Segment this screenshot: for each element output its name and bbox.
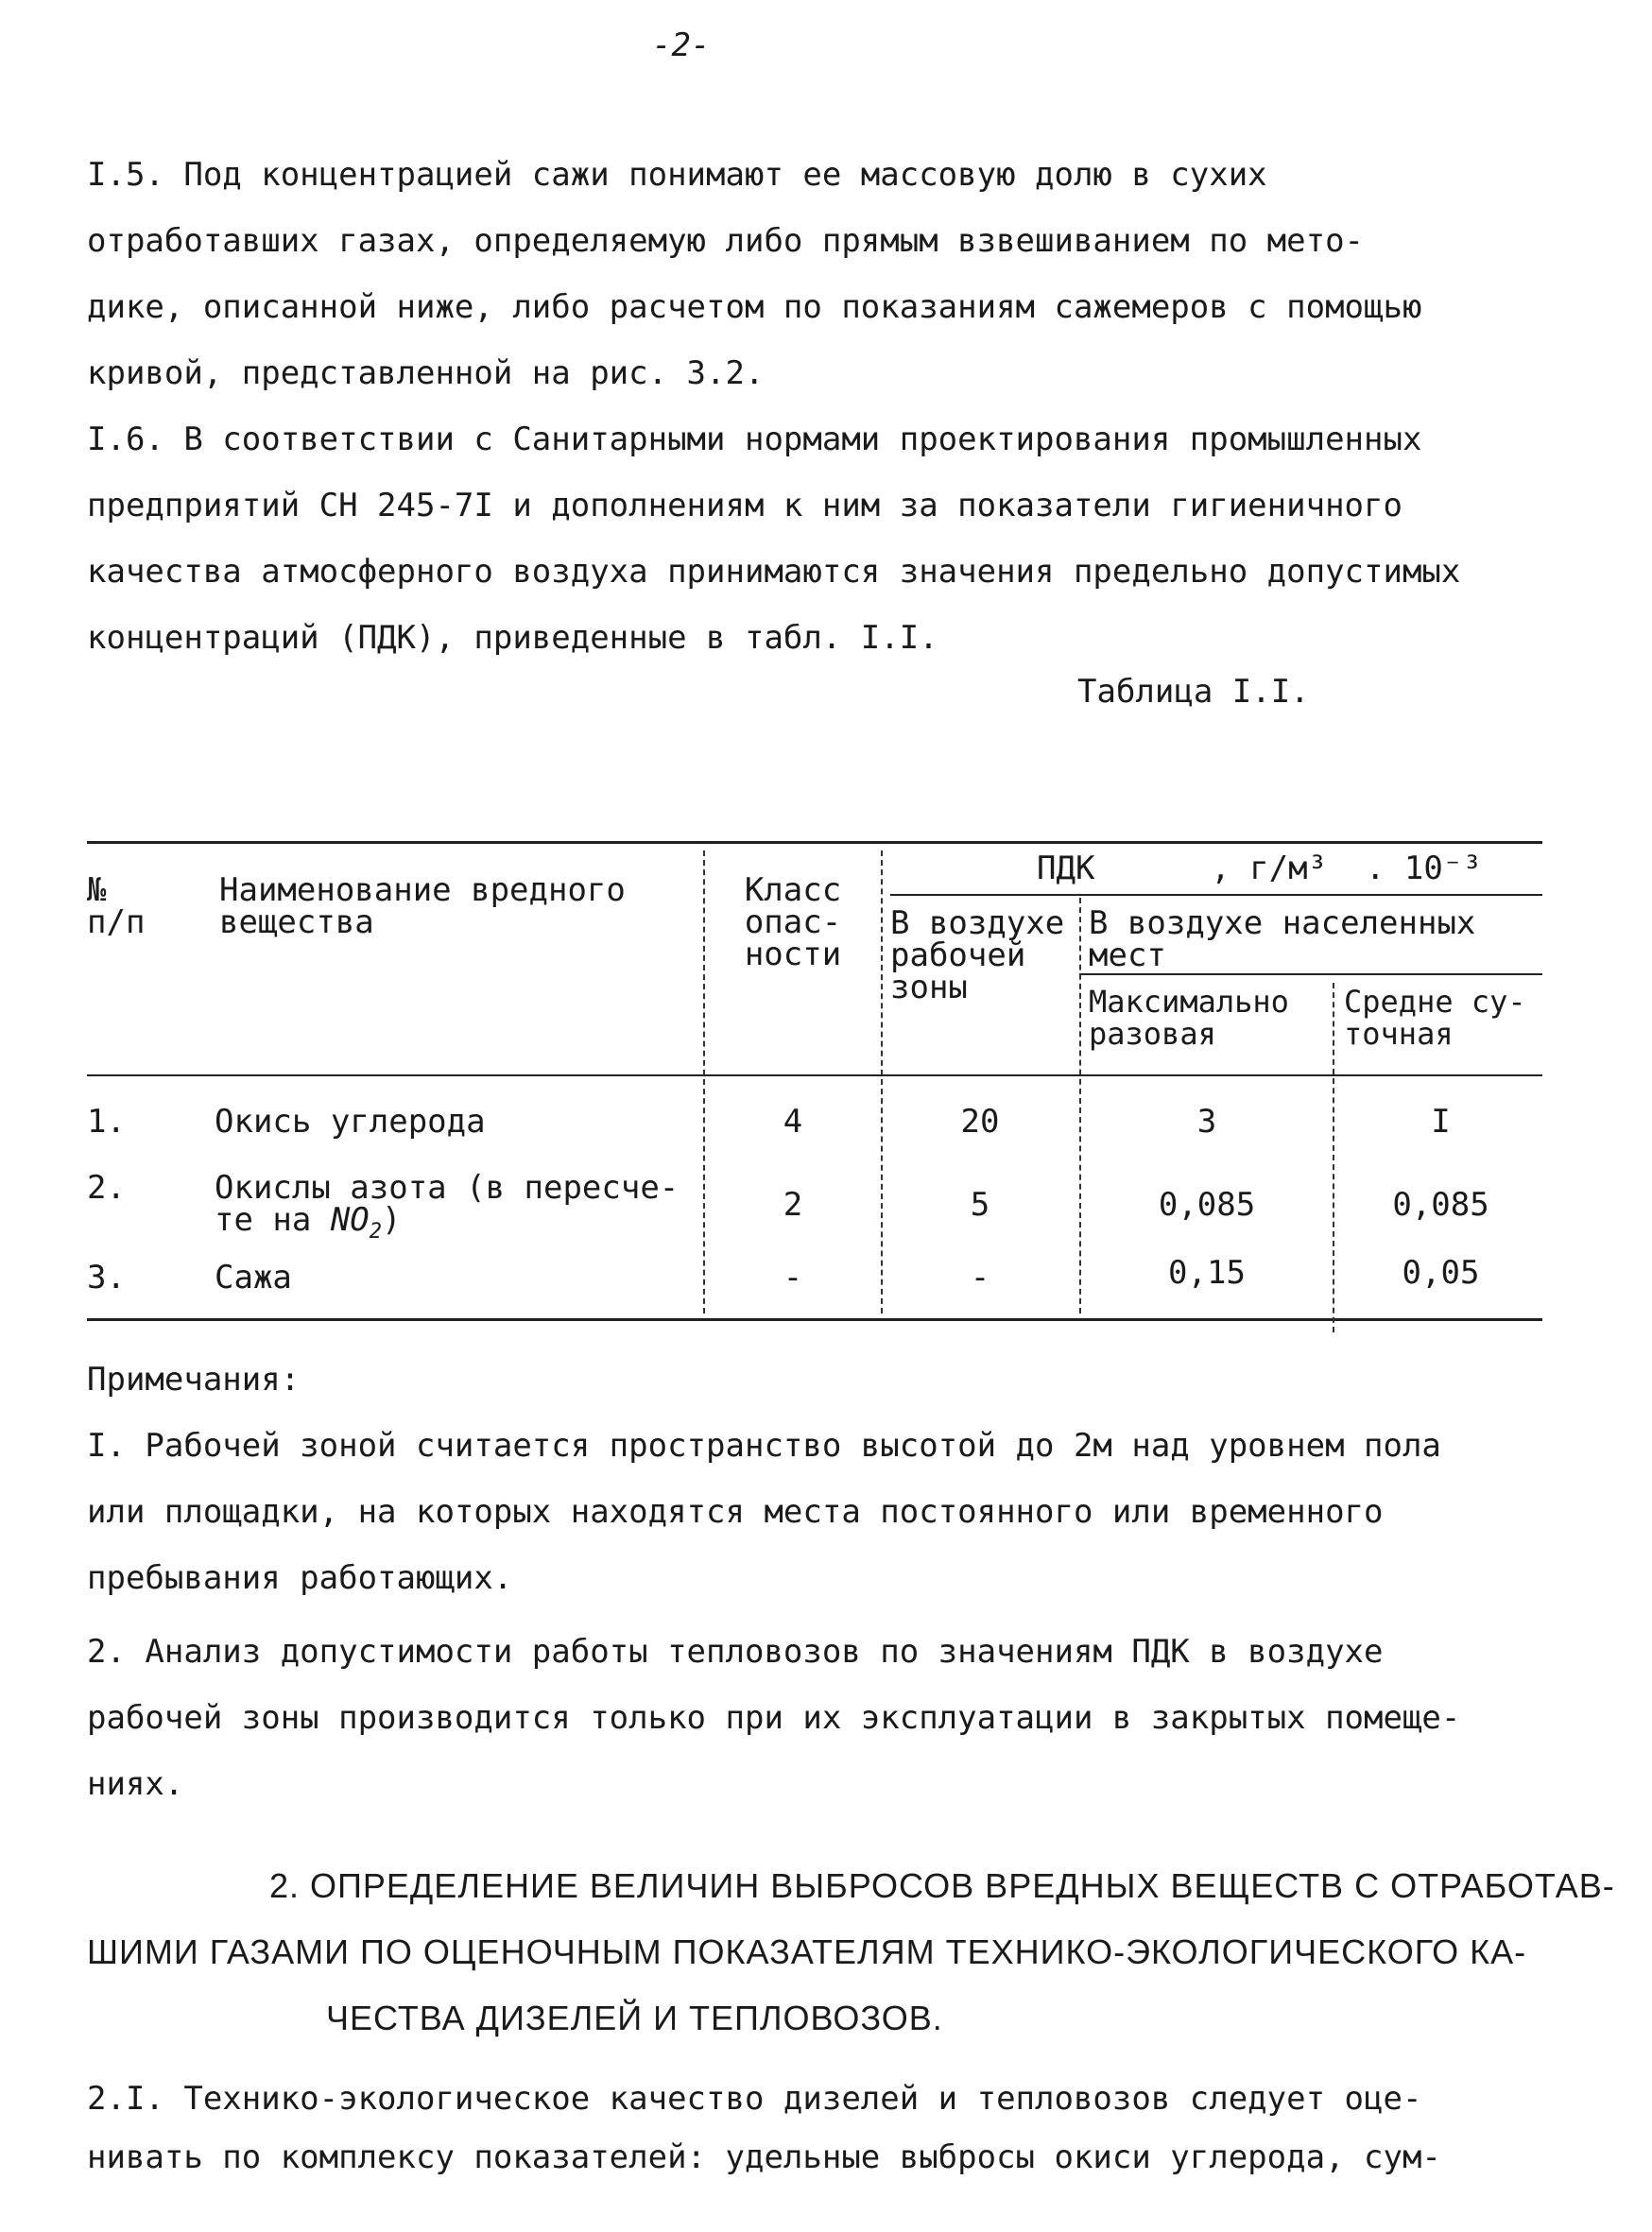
text-line: I.6. В соответствии с Санитарными нормами проектирования промышленных [87,421,1422,458]
formula-subscript: 2 [369,1219,383,1244]
col-separator [703,850,705,1313]
row-3-num: 3. [87,1259,126,1296]
row-2-num: 2. [87,1169,126,1207]
text-line: 2.I. Технико-экологическое качество дизелей и тепловозов следует оце- [87,2080,1422,2118]
text-line: пребывания работающих. [87,1559,513,1597]
row-2-class: 2 [783,1186,803,1224]
row-3-work-zone: - [970,1259,990,1296]
notes-title: Примечания: [87,1361,301,1399]
page-number: -2- [652,26,711,64]
row-3-max-single: 0,15 [1168,1254,1246,1292]
section-2-heading-line-2: ШИМИ ГАЗАМИ ПО ОЦЕНОЧНЫМ ПОКАЗАТЕЛЯМ ТЕХНИКО-ЭКОЛОГИЧЕСКОГО КА- [87,1932,1527,1971]
row-2-name [215,1169,680,1248]
text-line: рабочей зоны производится только при их эксплуатации в закрытых помеще- [87,1699,1461,1737]
formula-base: NO [330,1201,370,1239]
section-2-heading-line-3: ЧЕСТВА ДИЗЕЛЕЙ И ТЕПЛОВОЗОВ. [326,1999,943,2037]
text-line: предприятий СН 245-7I и дополнениям к ним за показатели гигиеничного [87,487,1402,524]
row-1-class: 4 [783,1103,803,1141]
row-3-daily-avg: 0,05 [1402,1254,1480,1292]
text-line: I.5. Под концентрацией сажи понимают ее массовую долю в сухих [87,156,1267,194]
formula-close: ) [382,1201,402,1239]
table-caption: Таблица I.I. [1077,673,1310,711]
row-1-num: 1. [87,1103,126,1141]
col-separator [1079,898,1081,1313]
text-line: концентраций (ПДК), приведенные в табл. I.I. [87,619,938,657]
header-pdk: ПДК , г/м³ . 10⁻³ [1037,850,1482,887]
paragraph-2-1 [87,2069,1599,2187]
text-line: качества атмосферного воздуха принимаются значения предельно допустимых [87,553,1461,591]
row-3-class: - [783,1259,803,1296]
table-top-rule [87,841,1542,844]
header-daily-avg: Средне су- точная [1344,984,1526,1052]
section-2-heading-line-1: 2. ОПРЕДЕЛЕНИЕ ВЕЛИЧИН ВЫБРОСОВ ВРЕДНЫХ ВЕЩЕСТВ С ОТРАБОТАВ- [269,1866,1615,1905]
row-2-work-zone: 5 [970,1186,990,1224]
header-work-zone: В воздухе рабочей зоны [890,904,1065,1006]
row-2-max-single: 0,085 [1158,1186,1256,1224]
text-line: отработавших газах, определяемую либо прямым взвешиванием по мето- [87,222,1365,260]
table-bottom-rule [87,1318,1542,1321]
header-max-single: Максимально разовая [1089,984,1289,1052]
header-name: Наименование вредного вещества [219,871,626,941]
row-1-work-zone: 20 [960,1103,1000,1141]
row-3-name: Сажа [215,1259,292,1296]
text-line: нивать по комплексу показателей: удельные выбросы окиси углерода, сум- [87,2138,1441,2176]
col-separator [1333,983,1334,1332]
text-line: ниях. [87,1765,184,1803]
paragraph-1-5 [87,142,1599,406]
header-num: № п/п [87,871,146,941]
row-2-name-text: Окислы азота (в пересче- те на [215,1169,680,1239]
note-2 [87,1619,1599,1817]
row-2-daily-avg: 0,085 [1392,1186,1489,1224]
note-1 [87,1413,1599,1611]
text-line: кривой, представленной на рис. 3.2. [87,354,765,392]
row-1-name: Окись углерода [215,1103,486,1141]
pdk-sub-rule [890,894,1542,896]
text-line: дике, описанной ниже, либо расчетом по показаниям сажемеров с помощью [87,288,1422,326]
header-bottom-rule [87,1074,1542,1076]
paragraph-1-6 [87,406,1599,671]
no2-formula [330,1201,383,1244]
text-line: I. Рабочей зоной считается пространство высотой до 2м над уровнем пола [87,1427,1441,1465]
text-line: или площадки, на которых находятся места постоянного или временного [87,1493,1384,1531]
text-line: 2. Анализ допустимости работы тепловозов по значениям ПДК в воздухе [87,1633,1384,1671]
pdk-table [87,832,1542,1328]
header-settlements: В воздухе населенных мест [1089,904,1476,974]
header-class: Класс опас- ности [744,871,842,973]
row-1-max-single: 3 [1196,1103,1217,1141]
col-separator [881,850,883,1313]
row-1-daily-avg: I [1431,1103,1451,1141]
